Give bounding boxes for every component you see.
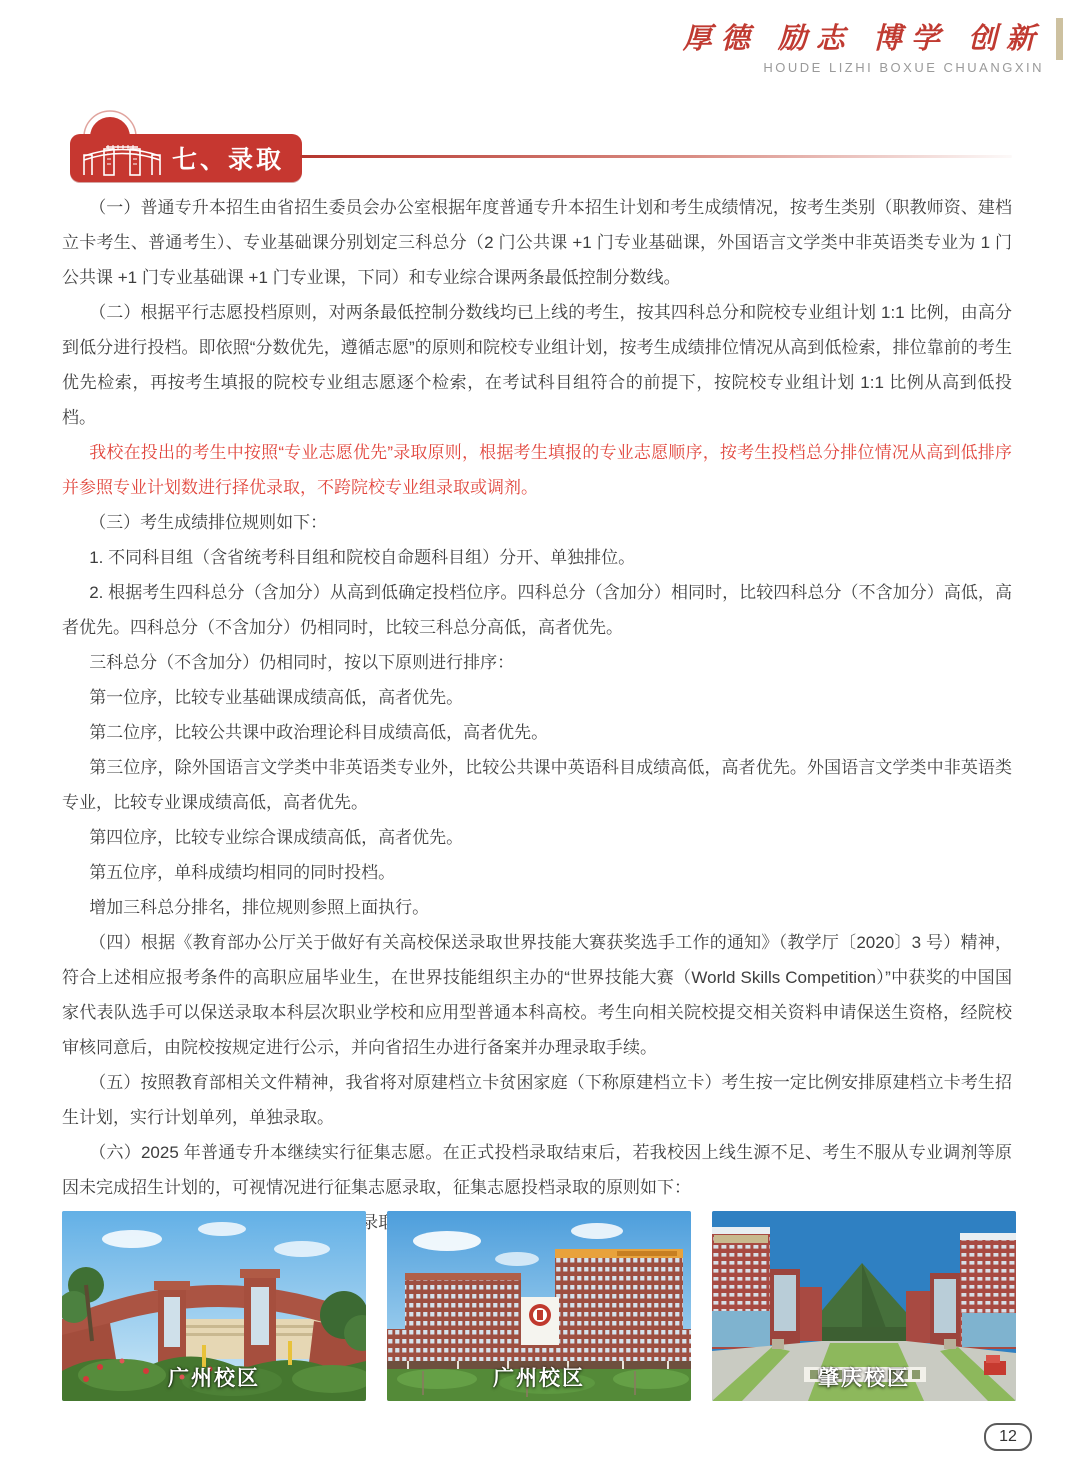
body-paragraph: （四）根据《教育部办公厅关于做好有关高校保送录取世界技能大赛获奖选手工作的通知》（教学厅〔2020〕3 号）精神，符合上述相应报考条件的高职应届毕业生，在世界技能组织主办的“世界技能大赛（World Skills Competition）”中获奖的中国国家代表队选手可以保送录取本科层次职业学校和应用型普通本科高校。考生向相关院校提交相关资料申请保送生资格，经院校审核同意后，由院校按规定进行公示，并向省招生办进行备案并办理录取手续。 <box>62 933 1012 1057</box>
campus-photo-row <box>62 1211 1015 1401</box>
photo-caption: 肇庆校区 <box>818 1367 910 1390</box>
photo-caption: 广州校区 <box>168 1367 260 1390</box>
campus-photo-gate <box>62 1211 366 1401</box>
section-title: 七、录取 <box>172 146 285 174</box>
body-paragraph: （五）按照教育部相关文件精神，我省将对原建档立卡贫困家庭（下称原建档立卡）考生按一定比例安排原建档立卡考生招生计划，实行计划单列，单独录取。 <box>62 1073 1012 1127</box>
body-paragraph: 增加三科总分排名，排位规则参照上面执行。 <box>89 898 430 917</box>
body-paragraph: 第四位序，比较专业综合课成绩高低，高者优先。 <box>89 828 464 847</box>
campus-photo-avenue <box>712 1211 1016 1401</box>
page-number: 12 <box>984 1423 1032 1451</box>
school-motto <box>683 16 1044 75</box>
body-paragraph: 1. 不同科目组（含省统考科目组和院校自命题科目组）分开、单独排位。 <box>89 548 636 567</box>
body-paragraph: 2. 根据考生四科总分（含加分）从高到低确定投档位序。四科总分（含加分）相同时，比较四科总分（不含加分）高低，高者优先。四科总分（不含加分）仍相同时，比较三科总分高低，高者优先。 <box>62 583 1012 637</box>
body-paragraph: 第三位序，除外国语言文学类中非英语类专业外，比较公共课中英语科目成绩高低，高者优先。外国语言文学类中非英语类专业，比较专业课成绩高低，高者优先。 <box>62 758 1012 812</box>
body-paragraph: （三）考生成绩排位规则如下： <box>89 513 328 532</box>
motto-pinyin: HOUDE LIZHI BOXUE CHUANGXIN <box>763 60 1044 75</box>
body-paragraph: 第五位序，单科成绩均相同的同时投档。 <box>89 863 396 882</box>
body-paragraph: （一）普通专升本招生由省招生委员会办公室根据年度普通专升本招生计划和考生成绩情况，按考生类别（职教师资、建档立卡考生、普通考生）、专业基础课分别划定三科总分（2 门公共课 +1 门专业基础课，外国语言文学类中非英语类专业为 1 门公共课 +1 门专业基础课 +1 门专业课，下同）和专业综合课两条最低控制分数线。 <box>62 198 1012 287</box>
campus-gate-icon <box>80 139 164 177</box>
header-rule-line <box>300 155 1012 158</box>
red-notice-paragraph: 我校在投出的考生中按照“专业志愿优先”录取原则，根据考生填报的专业志愿顺序，按考生投档总分排位情况从高到低排序并参照专业计划数进行择优录取，不跨院校专业组录取或调剂。 <box>62 443 1012 497</box>
motto-chinese: 厚德 励志 博学 创新 <box>682 21 1044 55</box>
section-header <box>70 134 302 182</box>
photo-caption: 广州校区 <box>493 1367 585 1390</box>
recruitment-rules-text <box>62 190 1012 1240</box>
body-paragraph: 三科总分（不含加分）仍相同时，按以下原则进行排序： <box>89 653 515 672</box>
dome-decoration <box>78 107 142 137</box>
decorative-side-bar <box>1056 18 1063 60</box>
body-paragraph: （六）2025 年普通专升本继续实行征集志愿。在正式投档录取结束后，若我校因上线生源不足、考生不服从专业调剂等原因未完成招生计划的，可视情况进行征集志愿录取，征集志愿投档录取的原则如下： <box>62 1143 1012 1197</box>
campus-photo-buildings <box>387 1211 691 1401</box>
body-paragraph: 第一位序，比较专业基础课成绩高低，高者优先。 <box>89 688 464 707</box>
body-paragraph: 第二位序，比较公共课中政治理论科目成绩高低，高者优先。 <box>89 723 549 742</box>
body-paragraph: （二）根据平行志愿投档原则，对两条最低控制分数线均已上线的考生，按其四科总分和院校专业组计划 1:1 比例，由高分到低分进行投档。即依照“分数优先，遵循志愿”的原则和院校专业组计划，按考生成绩排位情况从高到低检索，排位靠前的考生优先检索，再按考生填报的院校专业组志愿逐个检索，在考试科目组符合的前提下，按院校专业组计划 1:1 比例从高到低投档。 <box>62 303 1012 427</box>
